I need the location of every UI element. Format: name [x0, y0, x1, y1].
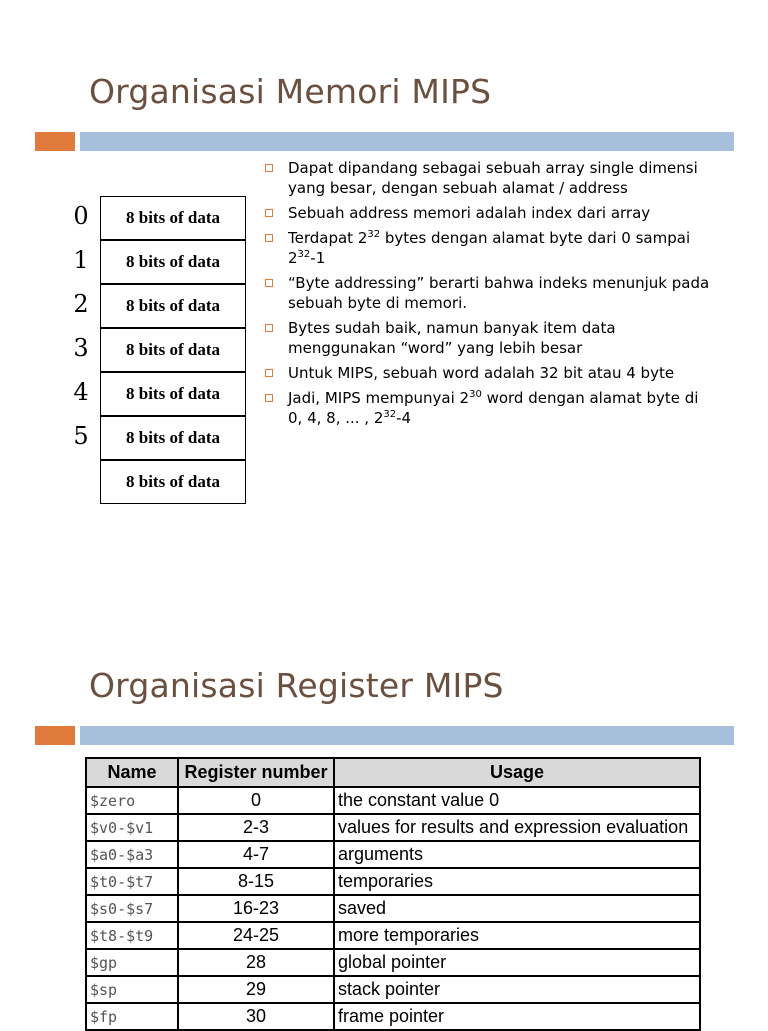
memory-row	[68, 372, 248, 416]
memory-cell: 8 bits of data	[100, 460, 246, 504]
register-number: 0	[178, 787, 334, 814]
hollow-square-icon	[265, 234, 273, 242]
hollow-square-icon	[265, 164, 273, 172]
bullet-item	[262, 363, 712, 383]
register-name: $a0-$a3	[86, 841, 178, 868]
slide-title: Organisasi Register MIPS	[89, 666, 504, 705]
table-header-row	[86, 758, 700, 787]
register-number: 24-25	[178, 922, 334, 949]
title-divider	[0, 726, 768, 745]
bullet-text: “Byte addressing” berarti bahwa indeks menunjuk pada sebuah byte di memori.	[288, 274, 710, 312]
bullet-text: Dapat dipandang sebagai sebuah array single dimensi yang besar, dengan sebuah alamat / address	[288, 159, 698, 197]
register-number: 28	[178, 949, 334, 976]
register-name: $t8-$t9	[86, 922, 178, 949]
column-header-register-number: Register number	[178, 758, 334, 787]
bullet-text: Bytes sudah baik, namun banyak item data menggunakan “word” yang lebih besar	[288, 319, 616, 357]
bullet-item	[262, 318, 712, 358]
divider-accent-orange	[35, 132, 75, 151]
bullet-item	[262, 203, 712, 223]
memory-row	[68, 460, 248, 504]
table-row	[86, 895, 700, 922]
divider-accent-orange	[35, 726, 75, 745]
table-row	[86, 868, 700, 895]
hollow-square-icon	[265, 369, 273, 377]
table-row	[86, 976, 700, 1003]
register-number: 8-15	[178, 868, 334, 895]
hollow-square-icon	[265, 279, 273, 287]
hollow-square-icon	[265, 209, 273, 217]
title-divider	[0, 132, 768, 151]
table-row	[86, 1003, 700, 1030]
memory-cell: 8 bits of data	[100, 372, 246, 416]
memory-index: 4	[73, 378, 89, 406]
memory-row	[68, 284, 248, 328]
memory-index: 1	[73, 246, 89, 274]
register-usage: the constant value 0	[334, 787, 700, 814]
register-usage: stack pointer	[334, 976, 700, 1003]
bullet-text: Jadi, MIPS mempunyai $2^{30}$ word dengan alamat byte di 0, 4, 8, ... , $2^{32}-4$	[288, 389, 699, 427]
register-name: $zero	[86, 787, 178, 814]
memory-index: 2	[73, 290, 89, 318]
table-row	[86, 949, 700, 976]
bullet-item	[262, 158, 712, 198]
register-usage: frame pointer	[334, 1003, 700, 1030]
register-name: $v0-$v1	[86, 814, 178, 841]
register-usage: values for results and expression evaluation	[334, 814, 700, 841]
register-number: 4-7	[178, 841, 334, 868]
table-row	[86, 841, 700, 868]
register-name: $sp	[86, 976, 178, 1003]
memory-cell: 8 bits of data	[100, 284, 246, 328]
memory-cell: 8 bits of data	[100, 416, 246, 460]
hollow-square-icon	[265, 324, 273, 332]
bullet-list	[262, 158, 712, 433]
register-name: $t0-$t7	[86, 868, 178, 895]
memory-cell: 8 bits of data	[100, 240, 246, 284]
register-usage: more temporaries	[334, 922, 700, 949]
register-name: $fp	[86, 1003, 178, 1030]
register-number: 29	[178, 976, 334, 1003]
register-usage: arguments	[334, 841, 700, 868]
slide-title: Organisasi Memori MIPS	[89, 72, 492, 111]
register-usage: global pointer	[334, 949, 700, 976]
bullet-text: Sebuah address memori adalah index dari array	[288, 204, 651, 222]
table-row	[86, 787, 700, 814]
memory-row	[68, 240, 248, 284]
memory-row	[68, 328, 248, 372]
memory-index: 0	[73, 202, 89, 230]
register-number: 2-3	[178, 814, 334, 841]
table-row	[86, 814, 700, 841]
table-row	[86, 922, 700, 949]
register-table	[85, 757, 701, 1031]
register-number: 16-23	[178, 895, 334, 922]
column-header-usage: Usage	[334, 758, 700, 787]
bullet-item	[262, 388, 712, 428]
register-name: $s0-$s7	[86, 895, 178, 922]
memory-row	[68, 196, 248, 240]
hollow-square-icon	[265, 394, 273, 402]
register-usage: saved	[334, 895, 700, 922]
register-name: $gp	[86, 949, 178, 976]
divider-accent-blue	[80, 726, 734, 745]
bullet-item	[262, 273, 712, 313]
memory-index: 3	[73, 334, 89, 362]
memory-row	[68, 416, 248, 460]
bullet-text: Untuk MIPS, sebuah word adalah 32 bit atau 4 byte	[288, 364, 675, 382]
memory-cell: 8 bits of data	[100, 196, 246, 240]
register-usage: temporaries	[334, 868, 700, 895]
memory-cell: 8 bits of data	[100, 328, 246, 372]
divider-accent-blue	[80, 132, 734, 151]
column-header-name: Name	[86, 758, 178, 787]
register-number: 30	[178, 1003, 334, 1030]
bullet-item	[262, 228, 712, 268]
slide-register-organization	[0, 620, 768, 1024]
memory-index: 5	[73, 422, 89, 450]
bullet-text: Terdapat $2^{32}$ bytes dengan alamat byte dari 0 sampai $2^{32}-1$	[288, 229, 691, 267]
